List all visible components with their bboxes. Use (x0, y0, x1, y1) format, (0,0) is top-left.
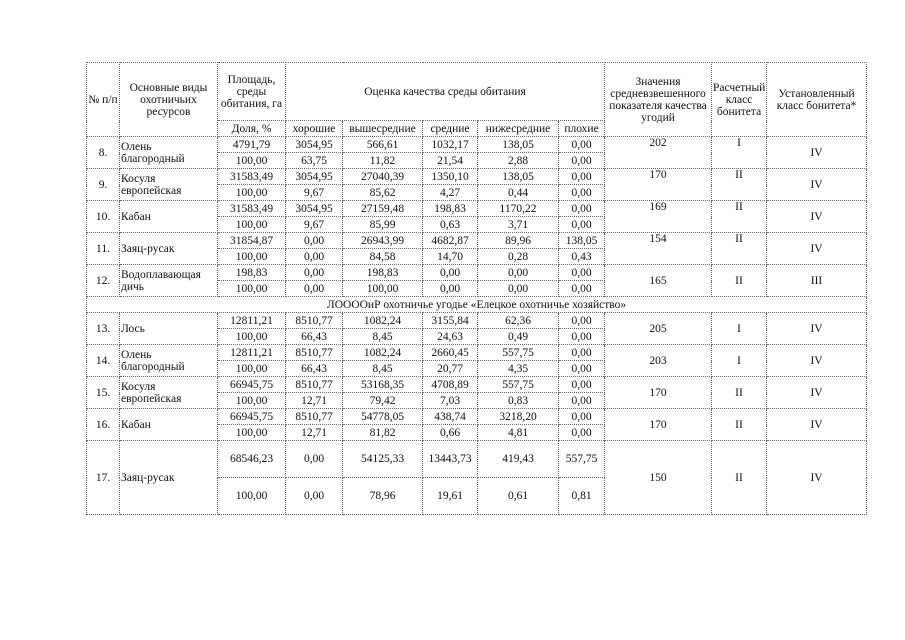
set-class: IV (767, 409, 867, 441)
set-class: III (767, 265, 867, 297)
share-value: 14,70 (423, 249, 478, 265)
section-row (87, 297, 867, 313)
area-value: 62,36 (478, 313, 559, 329)
calc-class: II (712, 377, 767, 409)
area-value: 1082,24 (343, 313, 423, 329)
habitat-quality-table (86, 62, 867, 515)
share-value: 0,00 (559, 153, 605, 169)
share-value: 100,00 (218, 153, 286, 169)
area-value: 0,00 (559, 137, 605, 153)
set-class: IV (767, 169, 867, 201)
share-value: 0,44 (478, 185, 559, 201)
area-value: 566,61 (343, 137, 423, 153)
share-value: 0,00 (559, 217, 605, 233)
section-title: ЛООООиР охотничье угодье «Елецкое охотничье хозяйство» (87, 297, 867, 313)
weighted-value: 154 (605, 233, 712, 265)
share-value: 100,00 (218, 393, 286, 409)
row-number: 11. (87, 233, 120, 265)
share-value: 0,00 (559, 425, 605, 441)
share-value: 79,42 (343, 393, 423, 409)
area-value: 54125,33 (343, 441, 423, 478)
share-value: 85,99 (343, 217, 423, 233)
row-number: 17. (87, 441, 120, 515)
share-value: 21,54 (423, 153, 478, 169)
species-name: Олень благородный (120, 137, 218, 169)
area-value: 0,00 (559, 201, 605, 217)
area-value: 557,75 (478, 377, 559, 393)
row-number: 12. (87, 265, 120, 297)
header-q-bad: плохие (559, 121, 605, 137)
set-class: IV (767, 233, 867, 265)
share-value: 9,67 (286, 185, 343, 201)
area-value: 3054,95 (286, 169, 343, 185)
area-value: 68546,23 (218, 441, 286, 478)
row-number: 16. (87, 409, 120, 441)
species-name: Кабан (120, 201, 218, 233)
area-value: 8510,77 (286, 345, 343, 361)
share-value: 100,00 (218, 329, 286, 345)
share-value: 0,00 (559, 185, 605, 201)
weighted-value: 165 (605, 265, 712, 297)
set-class: IV (767, 313, 867, 345)
share-value: 100,00 (218, 185, 286, 201)
area-value: 0,00 (559, 409, 605, 425)
species-name: Кабан (120, 409, 218, 441)
header-share: Доля, % (218, 121, 286, 137)
area-value: 3054,95 (286, 137, 343, 153)
share-value: 100,00 (218, 361, 286, 377)
header-q-below: нижесредние (478, 121, 559, 137)
share-value: 0,00 (286, 281, 343, 297)
share-value: 19,61 (423, 478, 478, 515)
table-row (87, 137, 867, 153)
weighted-value: 203 (605, 345, 712, 377)
area-value: 138,05 (478, 169, 559, 185)
row-number: 15. (87, 377, 120, 409)
area-value: 26943,99 (343, 233, 423, 249)
area-value: 0,00 (286, 441, 343, 478)
share-value: 8,45 (343, 361, 423, 377)
share-value: 0,66 (423, 425, 478, 441)
area-value: 4682,87 (423, 233, 478, 249)
share-value: 0,00 (559, 361, 605, 377)
area-value: 13443,73 (423, 441, 478, 478)
table-row (87, 409, 867, 425)
share-value: 0,00 (478, 281, 559, 297)
share-value: 0,83 (478, 393, 559, 409)
header-q-good: хорошие (286, 121, 343, 137)
area-value: 0,00 (286, 233, 343, 249)
species-name: Косуля европейская (120, 169, 218, 201)
share-value: 3,71 (478, 217, 559, 233)
area-value: 66945,75 (218, 377, 286, 393)
area-value: 0,00 (423, 265, 478, 281)
area-value: 8510,77 (286, 313, 343, 329)
area-value: 12811,21 (218, 345, 286, 361)
calc-class: I (712, 313, 767, 345)
header-calc-class: Расчетный класс бонитета (712, 63, 767, 137)
area-value: 198,83 (218, 265, 286, 281)
weighted-value: 169 (605, 201, 712, 233)
header-q-above: вышесредние (343, 121, 423, 137)
area-value: 0,00 (478, 265, 559, 281)
species-name: Олень благородный (120, 345, 218, 377)
area-value: 438,74 (423, 409, 478, 425)
share-value: 0,00 (559, 329, 605, 345)
share-value: 0,00 (559, 393, 605, 409)
share-value: 20,77 (423, 361, 478, 377)
area-value: 198,83 (343, 265, 423, 281)
share-value: 84,58 (343, 249, 423, 265)
area-value: 27040,39 (343, 169, 423, 185)
set-class: IV (767, 345, 867, 377)
weighted-value: 202 (605, 137, 712, 169)
share-value: 0,61 (478, 478, 559, 515)
calc-class: I (712, 345, 767, 377)
share-value: 4,35 (478, 361, 559, 377)
share-value: 63,75 (286, 153, 343, 169)
share-value: 100,00 (218, 249, 286, 265)
calc-class: II (712, 169, 767, 201)
species-name: Косуля европейская (120, 377, 218, 409)
area-value: 557,75 (559, 441, 605, 478)
table-row (87, 441, 867, 478)
share-value: 100,00 (343, 281, 423, 297)
row-number: 10. (87, 201, 120, 233)
species-name: Заяц-русак (120, 233, 218, 265)
calc-class: II (712, 233, 767, 265)
share-value: 11,82 (343, 153, 423, 169)
area-value: 138,05 (559, 233, 605, 249)
share-value: 66,43 (286, 329, 343, 345)
share-value: 0,28 (478, 249, 559, 265)
set-class: IV (767, 201, 867, 233)
area-value: 1082,24 (343, 345, 423, 361)
share-value: 2,88 (478, 153, 559, 169)
area-value: 1032,17 (423, 137, 478, 153)
header-area: Площадь, среды обитания, га (218, 63, 286, 121)
share-value: 100,00 (218, 425, 286, 441)
share-value: 81,82 (343, 425, 423, 441)
area-value: 1350,10 (423, 169, 478, 185)
share-value: 4,27 (423, 185, 478, 201)
share-value: 100,00 (218, 281, 286, 297)
area-value: 0,00 (559, 169, 605, 185)
species-name: Заяц-русак (120, 441, 218, 515)
area-value: 8510,77 (286, 377, 343, 393)
area-value: 4791,79 (218, 137, 286, 153)
row-number: 14. (87, 345, 120, 377)
share-value: 8,45 (343, 329, 423, 345)
area-value: 3054,95 (286, 201, 343, 217)
share-value: 100,00 (218, 478, 286, 515)
row-number: 13. (87, 313, 120, 345)
share-value: 66,43 (286, 361, 343, 377)
species-name: Лось (120, 313, 218, 345)
set-class: IV (767, 441, 867, 515)
area-value: 31583,49 (218, 169, 286, 185)
weighted-value: 150 (605, 441, 712, 515)
area-value: 66945,75 (218, 409, 286, 425)
area-value: 3218,20 (478, 409, 559, 425)
share-value: 0,00 (559, 281, 605, 297)
area-value: 138,05 (478, 137, 559, 153)
table-row (87, 313, 867, 329)
calc-class: II (712, 409, 767, 441)
header-species: Основные виды охотничьих ресурсов (120, 63, 218, 137)
area-value: 198,83 (423, 201, 478, 217)
area-value: 31583,49 (218, 201, 286, 217)
share-value: 0,81 (559, 478, 605, 515)
share-value: 0,00 (286, 249, 343, 265)
calc-class: II (712, 441, 767, 515)
area-value: 53168,35 (343, 377, 423, 393)
area-value: 54778,05 (343, 409, 423, 425)
share-value: 0,63 (423, 217, 478, 233)
share-value: 0,00 (286, 478, 343, 515)
area-value: 8510,77 (286, 409, 343, 425)
share-value: 12,71 (286, 425, 343, 441)
weighted-value: 170 (605, 377, 712, 409)
weighted-value: 170 (605, 409, 712, 441)
header-num: № п/п (87, 63, 120, 137)
share-value: 100,00 (218, 217, 286, 233)
header-quality: Оценка качества среды обитания (286, 63, 605, 121)
header-set-class: Установленный класс бонитета* (767, 63, 867, 137)
area-value: 0,00 (286, 265, 343, 281)
header-q-avg: средние (423, 121, 478, 137)
area-value: 12811,21 (218, 313, 286, 329)
table-row (87, 345, 867, 361)
table-row (87, 233, 867, 249)
area-value: 27159,48 (343, 201, 423, 217)
area-value: 1170,22 (478, 201, 559, 217)
area-value: 557,75 (478, 345, 559, 361)
share-value: 78,96 (343, 478, 423, 515)
share-value: 4,81 (478, 425, 559, 441)
area-value: 4708,89 (423, 377, 478, 393)
area-value: 3155,84 (423, 313, 478, 329)
share-value: 12,71 (286, 393, 343, 409)
species-name: Водоплавающая дичь (120, 265, 218, 297)
share-value: 85,62 (343, 185, 423, 201)
share-value: 0,43 (559, 249, 605, 265)
area-value: 419,43 (478, 441, 559, 478)
calc-class: II (712, 201, 767, 233)
area-value: 0,00 (559, 265, 605, 281)
table-row (87, 377, 867, 393)
table-row (87, 169, 867, 185)
share-value: 0,49 (478, 329, 559, 345)
area-value: 2660,45 (423, 345, 478, 361)
share-value: 9,67 (286, 217, 343, 233)
area-value: 0,00 (559, 313, 605, 329)
weighted-value: 170 (605, 169, 712, 201)
area-value: 89,96 (478, 233, 559, 249)
set-class: IV (767, 377, 867, 409)
share-value: 7,03 (423, 393, 478, 409)
area-value: 0,00 (559, 345, 605, 361)
table-row (87, 265, 867, 281)
area-value: 0,00 (559, 377, 605, 393)
weighted-value: 205 (605, 313, 712, 345)
calc-class: I (712, 137, 767, 169)
header-weighted: Значения средневзвешенного показателя качества угодий (605, 63, 712, 137)
set-class: IV (767, 137, 867, 169)
calc-class: II (712, 265, 767, 297)
table-row (87, 201, 867, 217)
area-value: 31854,87 (218, 233, 286, 249)
share-value: 24,63 (423, 329, 478, 345)
share-value: 0,00 (423, 281, 478, 297)
row-number: 9. (87, 169, 120, 201)
row-number: 8. (87, 137, 120, 169)
